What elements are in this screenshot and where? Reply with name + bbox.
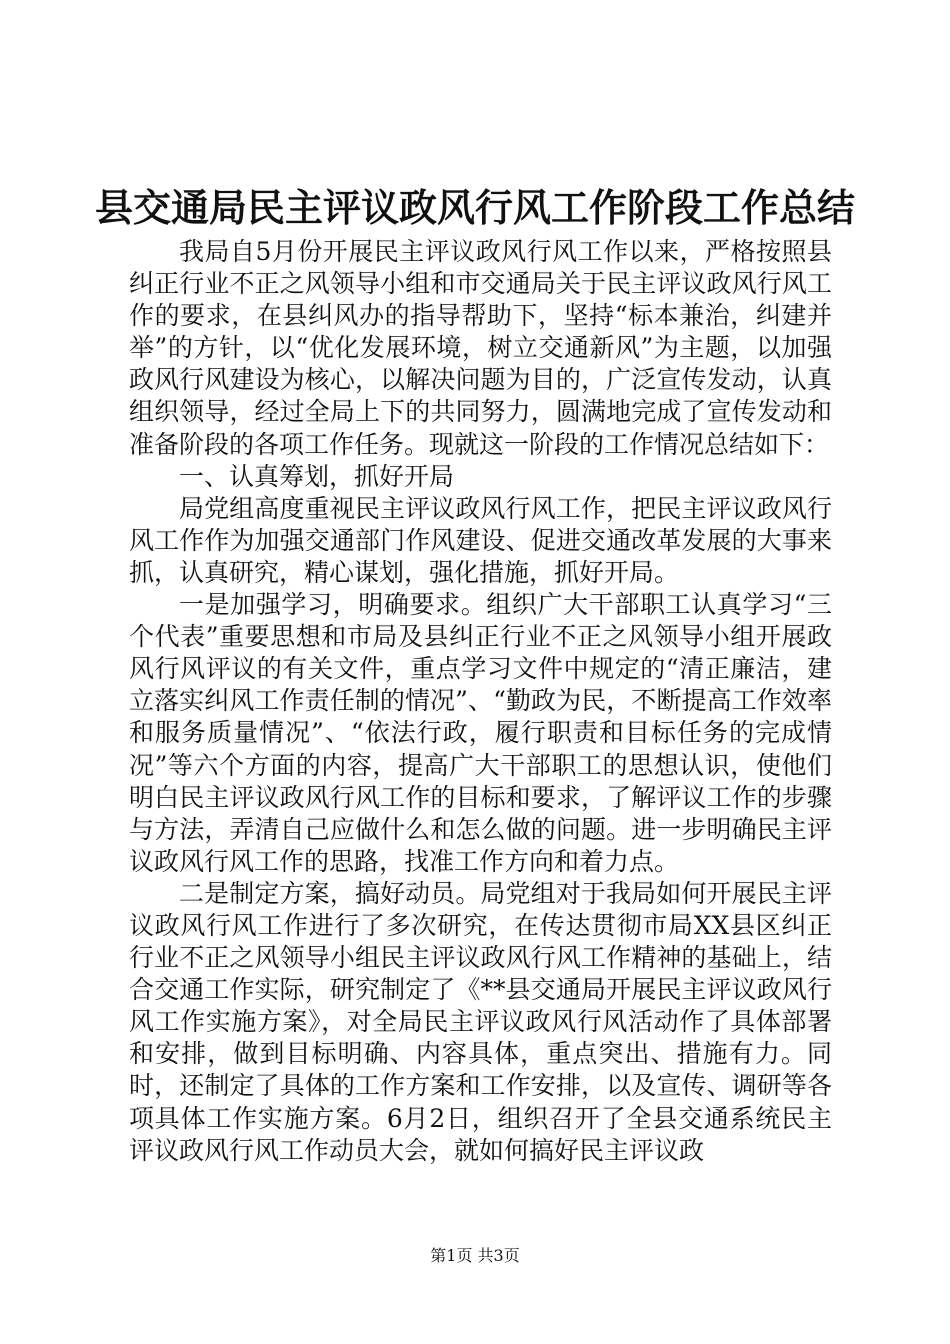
document-title: 县交通局民主评议政风行风工作阶段工作总结: [94, 185, 855, 230]
paragraph-point-2: 二是制定方案，搞好动员。局党组对于我局如何开展民主评议政风行风工作进行了多次研究，在传达贯彻市局XX县区纠正行业不正之风领导小组民主评议政风行风工作精神的基础上，结合交通工作实际，研究制定了《**县交通局开展民主评议政风行风工作实施方案》，对全局民主评议政风行风活动作了具体部署和安排，做到目标明确、内容具体，重点突出、措施有力。同时，还制定了具体的工作方案和工作安排，以及宣传、调研等各项具体工作实施方案。6月2日，组织召开了全县交通系统民主评议政风行风工作动员大会，就如何搞好民主评议政: [129, 878, 832, 1165]
paragraph-intro: 我局自5月份开展民主评议政风行风工作以来，严格按照县纠正行业不正之风领导小组和市交通局关于民主评议政风行风工作的要求，在县纠风办的指导帮助下，坚持“标本兼治，纠建并举”的方针，以“优化发展环境，树立交通新风”为主题，以加强政风行风建设为核心，以解决问题为目的，广泛宣传发动，认真组织领导，经过全局上下的共同努力，圆满地完成了宣传发动和准备阶段的各项工作任务。现就这一阶段的工作情况总结如下：: [129, 237, 832, 459]
section-heading-1: 一、认真筹划，抓好开局: [179, 461, 455, 491]
document-body: [129, 236, 832, 1167]
paragraph-section-1: 局党组高度重视民主评议政风行风工作，把民主评议政风行风工作作为加强交通部门作风建设、促进交通改革发展的大事来抓，认真研究，精心谋划，强化措施，抓好开局。: [129, 493, 832, 587]
paragraph-point-1: 一是加强学习，明确要求。组织广大干部职工认真学习“三个代表”重要思想和市局及县纠正行业不正之风领导小组开展政风行风评议的有关文件，重点学习文件中规定的“清正廉洁，建立落实纠风工作责任制的情况”、“勤政为民，不断提高工作效率和服务质量情况”、“依法行政，履行职责和目标任务的完成情况”等六个方面的内容，提高广大干部职工的思想认识，使他们明白民主评议政风行风工作的目标和要求，了解评议工作的步骤与方法，弄清自己应做什么和怎么做的问题。进一步明确民主评议政风行风工作的思路，找准工作方向和着力点。: [129, 590, 832, 876]
page-footer: 第1页 共3页: [430, 1246, 520, 1265]
